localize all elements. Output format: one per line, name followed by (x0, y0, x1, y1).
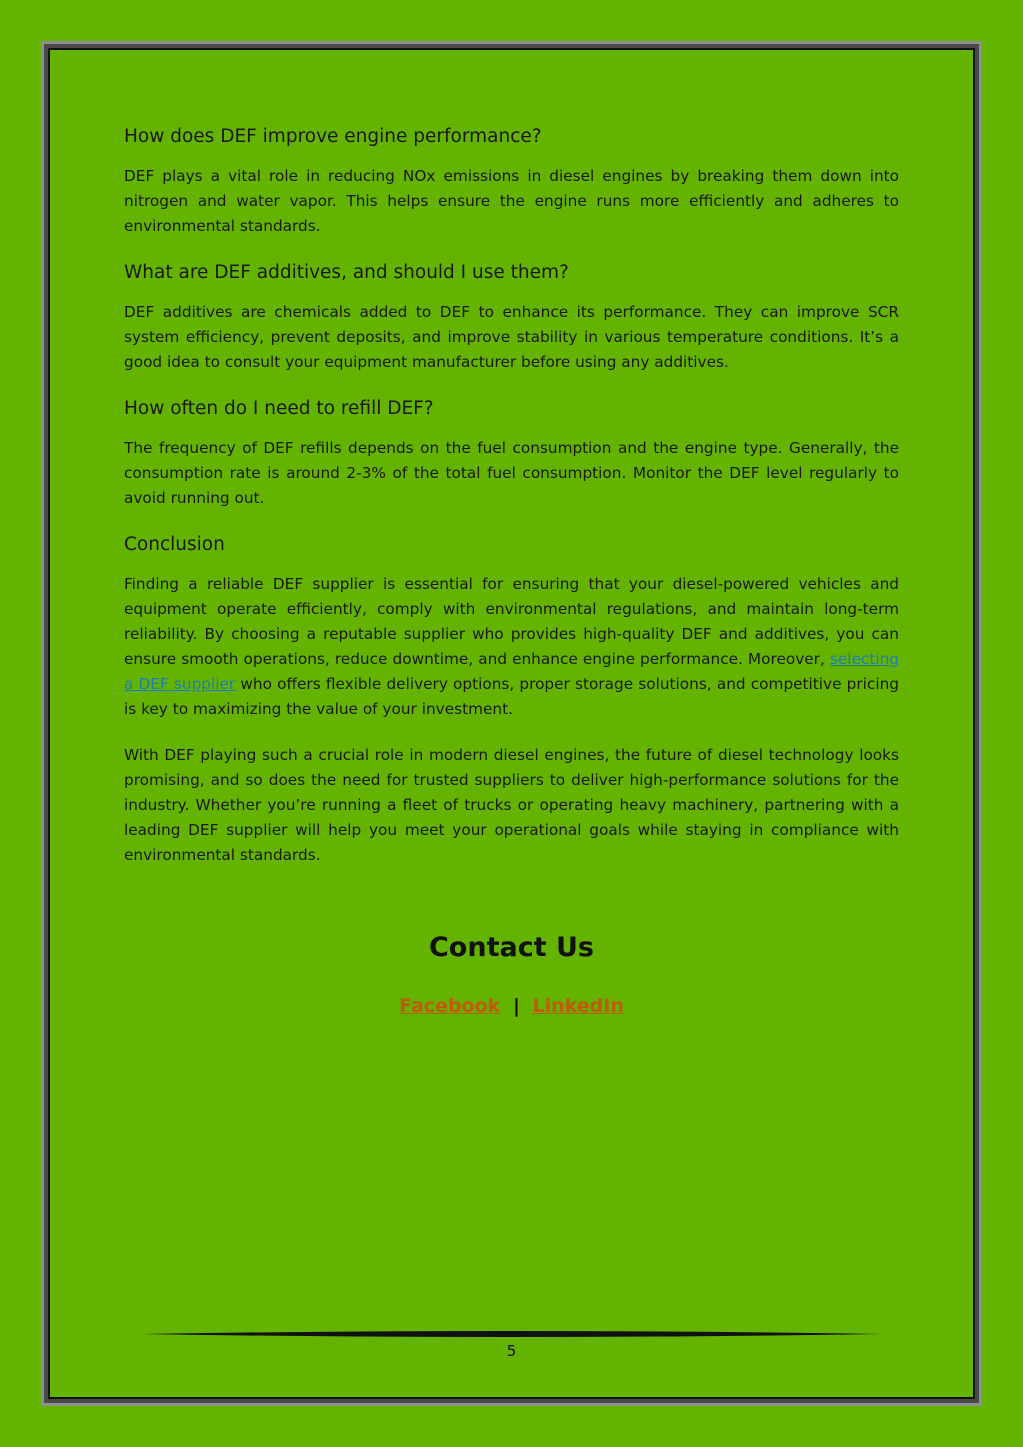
contact-us-heading: Contact Us (428, 932, 595, 963)
conclusion-text-after-link: who offers flexible delivery options, proper storage solutions, and competitive pricing is key to maximizing the value of your investment. (124, 675, 899, 718)
faq-heading-refill-frequency: How often do I need to refill DEF? (124, 398, 434, 419)
conclusion-text-before-link: Finding a reliable DEF supplier is essential for ensuring that your diesel-powered vehicles and equipment operate efficiently, comply with environmental regulations, and maintain long-term reliability. By choosing a reputable supplier who provides high-quality DEF and additives, you can ensure smooth operations, reduce downtime, and enhance engine performance. Moreover, (124, 575, 899, 668)
faq-answer-def-additives: DEF additives are chemicals added to DEF to enhance its performance. They can improve SCR system efficiency, prevent deposits, and improve stability in various temperature conditions. It’s a good idea to consult your equipment manufacturer before using any additives. (124, 303, 899, 371)
faq-heading-def-performance: How does DEF improve engine performance? (124, 126, 542, 147)
conclusion-paragraph-2: With DEF playing such a crucial role in modern diesel engines, the future of diesel technology looks promising, and so does the need for trusted suppliers to deliver high-performance solutions for the industry. Whether you’re running a fleet of trucks or operating heavy machinery, partnering with a leading DEF supplier will help you meet your operational goals while staying in compliance with environmental standards. (124, 746, 899, 864)
selecting-def-supplier-link[interactable]: selecting a DEF supplier (124, 650, 899, 693)
page-number: 5 (506, 1342, 517, 1360)
conclusion-heading: Conclusion (124, 534, 225, 555)
document-body (124, 124, 899, 889)
social-links (0, 995, 1023, 1017)
conclusion-paragraph-1 (124, 572, 899, 722)
linkedin-link[interactable]: LinkedIn (532, 995, 624, 1017)
faq-answer-def-performance: DEF plays a vital role in reducing NOx emissions in diesel engines by breaking them down into nitrogen and water vapor. This helps ensure the engine runs more efficiently and adheres to environmental standards. (124, 167, 899, 235)
faq-heading-def-additives: What are DEF additives, and should I use them? (124, 262, 569, 283)
footer-divider (141, 1330, 882, 1338)
social-separator: | (512, 995, 520, 1017)
faq-answer-refill-frequency: The frequency of DEF refills depends on the fuel consumption and the engine type. Generally, the consumption rate is around 2-3% of the total fuel consumption. Monitor the DEF level regularly to avoid running out. (124, 439, 899, 507)
facebook-link[interactable]: Facebook (399, 995, 501, 1017)
